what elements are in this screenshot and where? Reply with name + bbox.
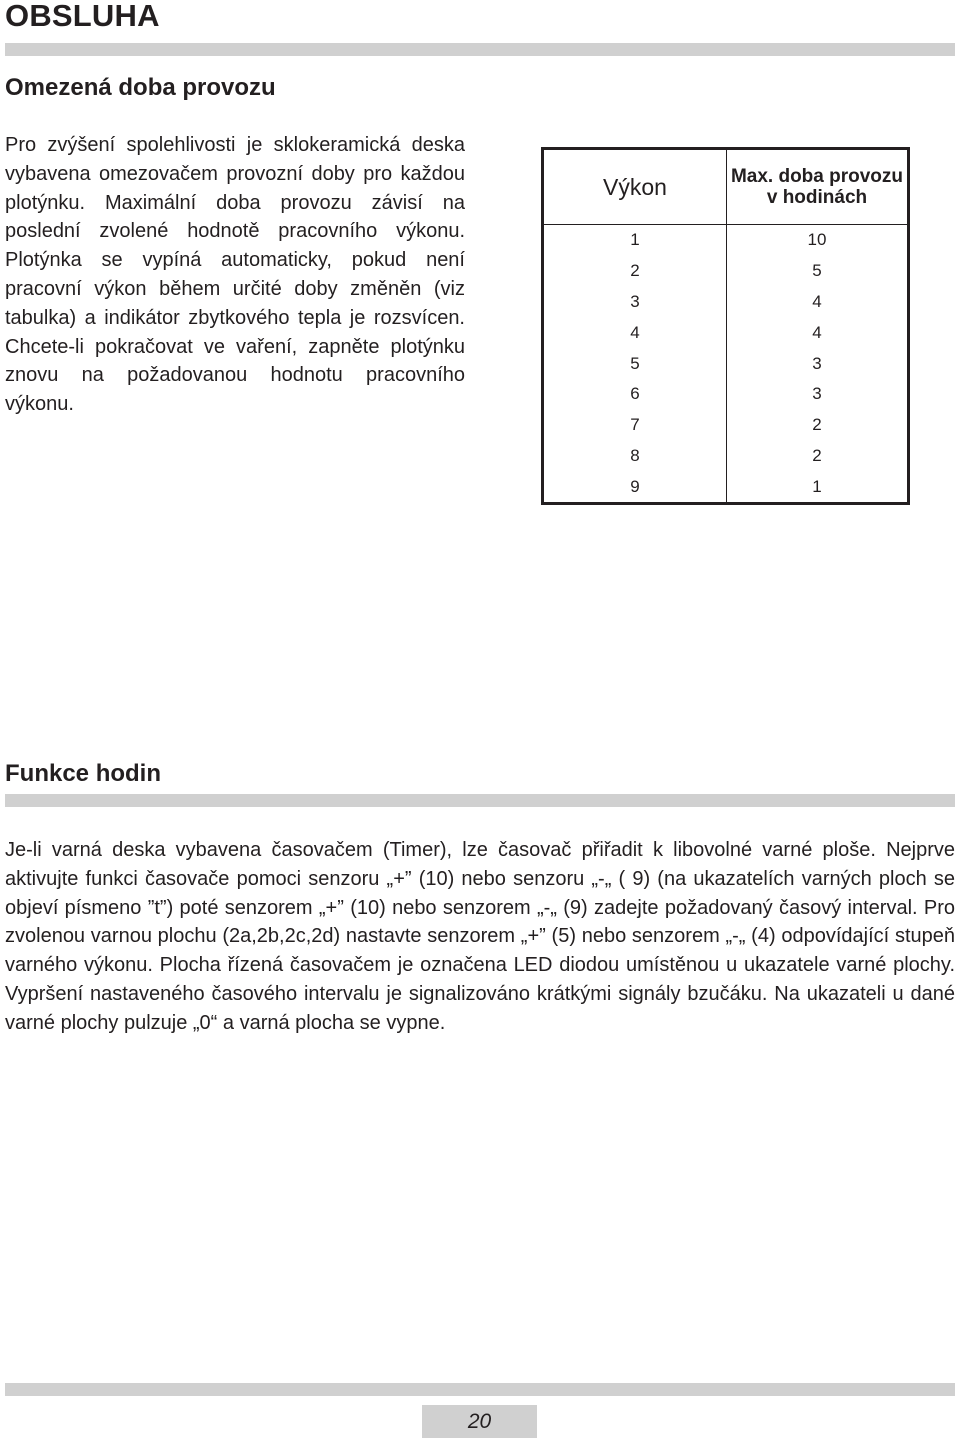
section-title-clock-function: Funkce hodin [5, 760, 161, 787]
header-divider [5, 43, 955, 56]
power-cell: 6 [543, 379, 727, 410]
table-row [543, 225, 909, 256]
hours-cell: 5 [727, 255, 909, 286]
table-row [543, 379, 909, 410]
table-row [543, 348, 909, 379]
column-header-power: Výkon [543, 149, 727, 225]
power-cell: 9 [543, 472, 727, 504]
clock-function-paragraph: Je-li varná deska vybavena časovačem (Timer), lze časovač přiřadit k libovolné varné ploše. Nejprve aktivujte funkci časovače pomoci senzoru „+” (10) nebo senzoru „-„ ( 9) (na ukazatelích varných ploch se objeví písmeno ”t”) poté senzorem „+” (10) nebo senzorem „-„ (9) zadejte požadovaný časový interval. Pro zvolenou varnou plochu (2a,2b,2c,2d) nastavte senzorem „+” (5) nebo senzorem „-„ (4) odpovídající stupeň varného výkonu. Plocha řízená časovačem je označena LED diodou umístěnou u ukazatele varné plochy. Vypršení nastaveného časového intervalu je signalizováno krátkými signály bzučáku. Na ukazateli u dané varné plochy pulzuje „0“ a varná plocha se vypne. [5, 839, 955, 1034]
table-row [543, 317, 909, 348]
hours-cell: 2 [727, 441, 909, 472]
hours-cell: 3 [727, 348, 909, 379]
section-divider [5, 794, 955, 807]
power-cell: 4 [543, 317, 727, 348]
table-header-row [543, 149, 909, 225]
table-row [543, 441, 909, 472]
hours-cell: 4 [727, 317, 909, 348]
power-cell: 2 [543, 255, 727, 286]
page-title: OBSLUHA [5, 0, 160, 33]
limited-operation-paragraph: Pro zvýšení spolehlivosti je sklokeramická deska vybavena omezovačem provozní doby pro každou plotýnku. Maximální doba provozu závisí na poslední zvolené hodnotě pracovního výkonu. Plotýnka se vypíná automaticky, pokud není pracovní výkon během určité doby změněn (viz tabulka) a indikátor zbytkového tepla je rozsvícen. Chcete-li pokračovat ve vaření, zapněte plotýnku znovu na požadovanou hodnotu pracovního výkonu. [5, 134, 465, 416]
hours-cell: 1 [727, 472, 909, 504]
hours-cell: 4 [727, 286, 909, 317]
power-cell: 5 [543, 348, 727, 379]
hours-cell: 10 [727, 225, 909, 256]
table-row [543, 472, 909, 504]
power-cell: 7 [543, 410, 727, 441]
table-row [543, 286, 909, 317]
footer-divider [5, 1383, 955, 1396]
page-number: 20 [422, 1405, 537, 1438]
hours-cell: 3 [727, 379, 909, 410]
table-row [543, 410, 909, 441]
operation-duration-table [541, 147, 910, 505]
power-cell: 3 [543, 286, 727, 317]
hours-cell: 2 [727, 410, 909, 441]
section-title-limited-operation: Omezená doba provozu [5, 74, 276, 101]
table-row [543, 255, 909, 286]
power-cell: 8 [543, 441, 727, 472]
column-header-max-hours: Max. doba provozu v hodinách [727, 149, 909, 225]
power-cell: 1 [543, 225, 727, 256]
